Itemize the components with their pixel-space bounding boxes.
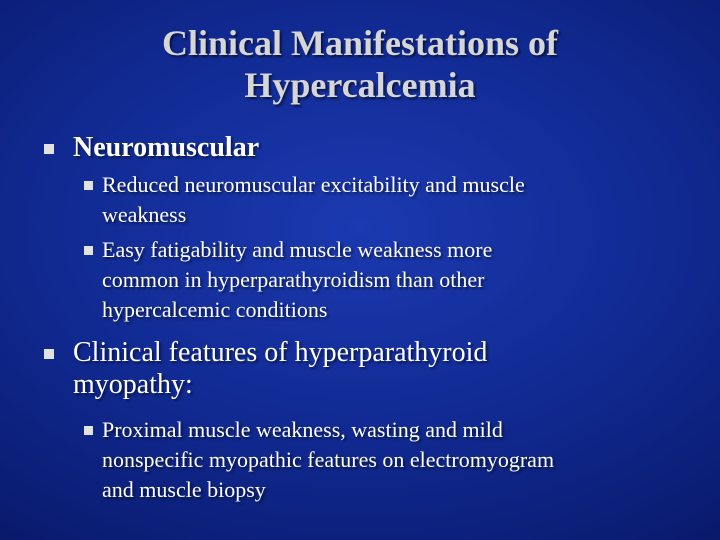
slide-title-line-1: Clinical Manifestations of — [162, 23, 558, 63]
bullet-easy-fatigability-line-1: Easy fatigability and muscle weakness more — [102, 237, 493, 262]
section-heading-clinical-features-line-1: Clinical features of hyperparathyroid — [73, 337, 488, 368]
bullet-proximal-weakness-line-2: nonspecific myopathic features on electromyogram — [102, 447, 555, 472]
square-bullet-icon — [44, 349, 54, 359]
bullet-proximal-weakness-line-3: and muscle biopsy — [102, 477, 266, 502]
bullet-reduced-excitability-line-1: Reduced neuromuscular excitability and muscle — [102, 172, 525, 197]
square-bullet-icon — [44, 144, 54, 154]
square-bullet-icon — [84, 181, 93, 190]
bullet-proximal-weakness-line-1: Proximal muscle weakness, wasting and mild — [102, 417, 503, 442]
slide-title-line-2: Hypercalcemia — [244, 65, 476, 105]
bullet-easy-fatigability-line-3: hypercalcemic conditions — [102, 297, 328, 322]
slide-title — [0, 22, 720, 106]
section-heading-clinical-features-line-2: myopathy: — [73, 369, 193, 400]
square-bullet-icon — [84, 246, 93, 255]
bullet-reduced-excitability-line-2: weakness — [102, 202, 187, 227]
bullet-easy-fatigability-line-2: common in hyperparathyroidism than other — [102, 267, 485, 292]
square-bullet-icon — [84, 426, 93, 435]
section-heading-neuromuscular: Neuromuscular — [73, 132, 260, 163]
